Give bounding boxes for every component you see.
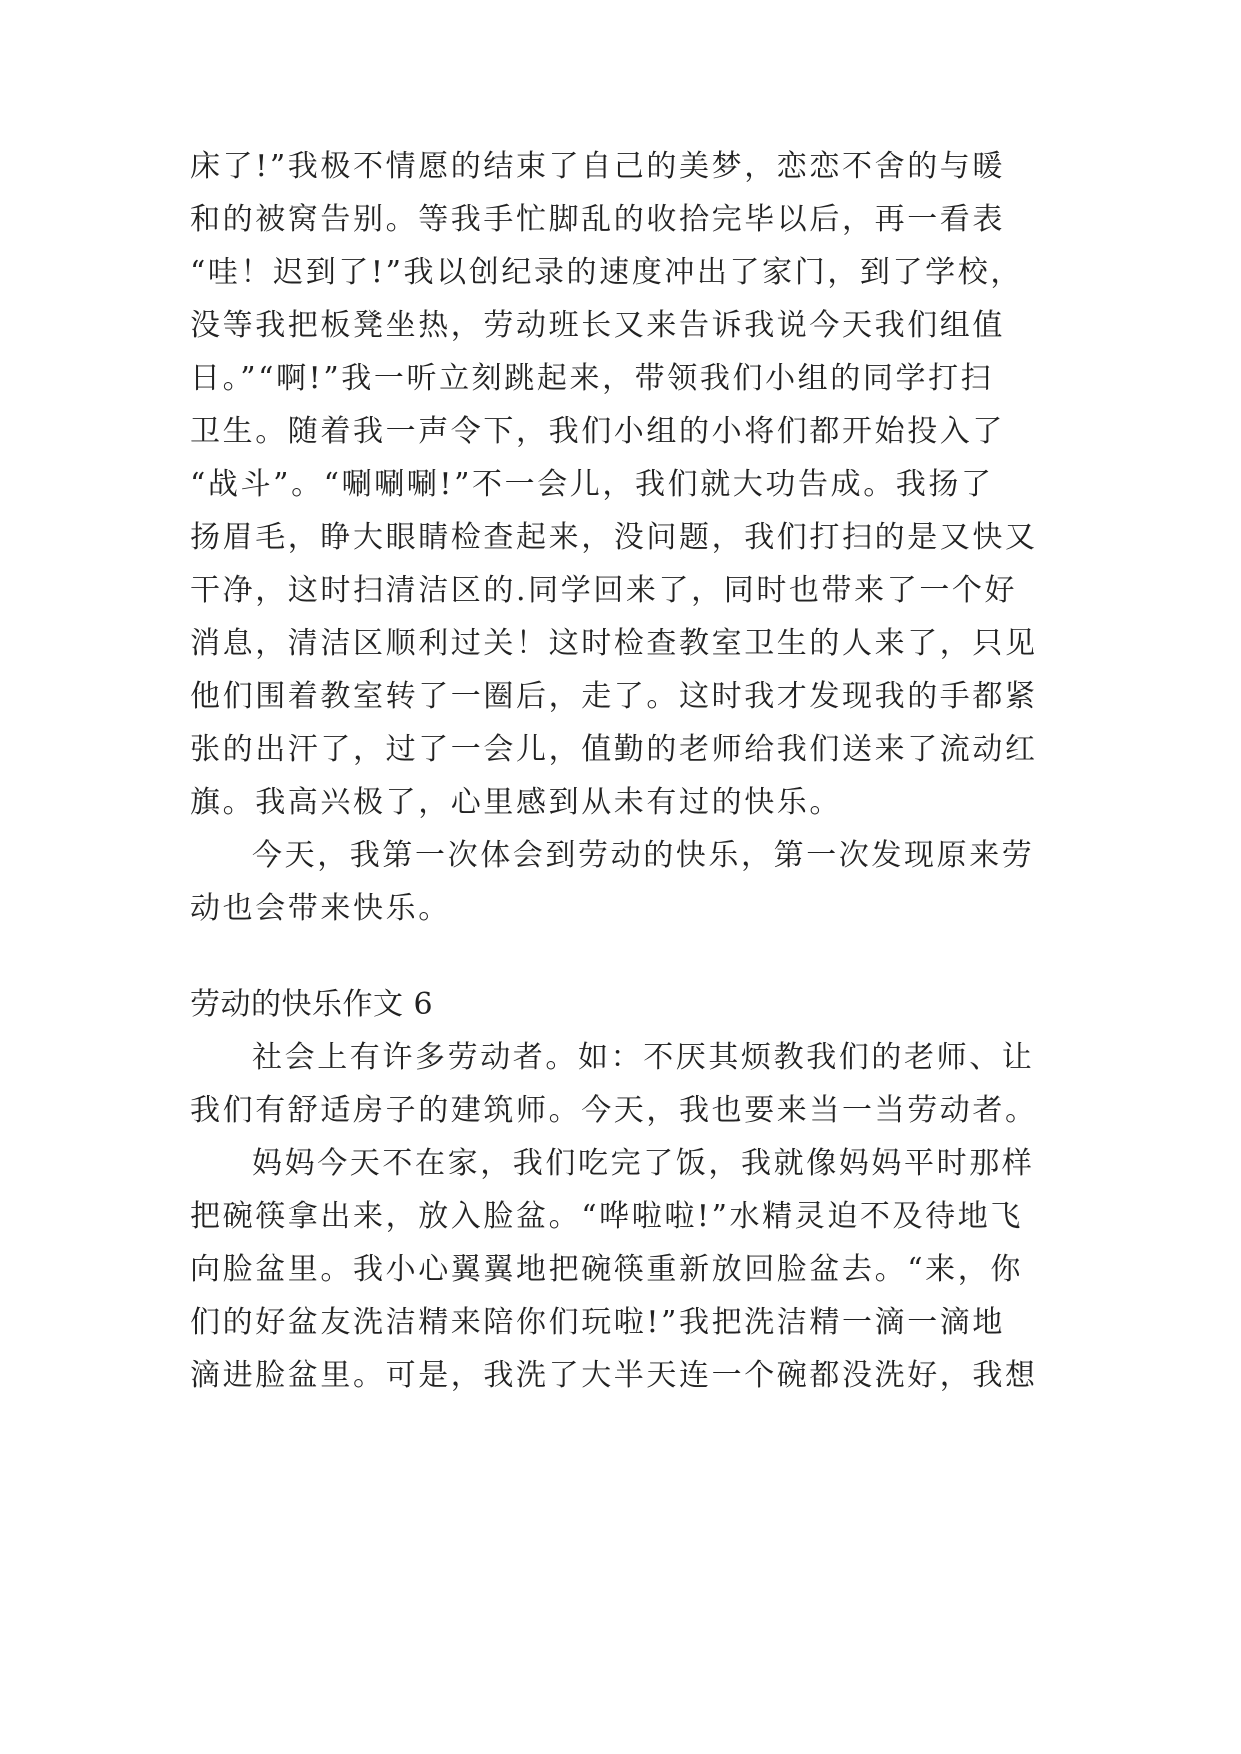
text-line: 床了!”我极不情愿的结束了自己的美梦，恋恋不舍的与暖 [190, 149, 1005, 184]
text-line: 消息，清洁区顺利过关！这时检查教室卫生的人来了，只见 [190, 626, 1038, 661]
text-line: 把碗筷拿出来，放入脸盆。“哗啦啦!”水精灵迫不及待地飞 [190, 1199, 1023, 1234]
text-line: 我们有舒适房子的建筑师。今天，我也要来当一当劳动者。 [190, 1093, 1038, 1128]
paragraph-first-line: 社会上有许多劳动者。如：不厌其烦教我们的老师、让 [252, 1040, 1035, 1075]
text-line: 日。”“啊!”我一听立刻跳起来，带领我们小组的同学打扫 [190, 361, 994, 396]
text-line: 动也会带来快乐。 [190, 891, 451, 926]
section-heading: 劳动的快乐作文 6 [190, 987, 434, 1022]
text-line: “哇！迟到了!”我以创纪录的速度冲出了家门，到了学校， [190, 255, 1023, 290]
text-line: 卫生。随着我一声令下，我们小组的小将们都开始投入了 [190, 414, 1005, 449]
text-line: 干净，这时扫清洁区的.同学回来了，同时也带来了一个好 [190, 573, 1018, 608]
text-line: 向脸盆里。我小心翼翼地把碗筷重新放回脸盆去。“来，你 [190, 1252, 1023, 1287]
text-line: 张的出汗了，过了一会儿，值勤的老师给我们送来了流动红 [190, 732, 1038, 767]
text-line: 他们围着教室转了一圈后，走了。这时我才发现我的手都紧 [190, 679, 1038, 714]
paragraph-first-line: 妈妈今天不在家，我们吃完了饭，我就像妈妈平时那样 [252, 1146, 1035, 1181]
text-line: 和的被窝告别。等我手忙脚乱的收拾完毕以后，再一看表 [190, 202, 1005, 237]
text-line: 旗。我高兴极了，心里感到从未有过的快乐。 [190, 785, 842, 820]
text-line: 没等我把板凳坐热，劳动班长又来告诉我说今天我们组值 [190, 308, 1005, 343]
text-line: “战斗”。“唰唰唰!”不一会儿，我们就大功告成。我扬了 [190, 467, 994, 502]
text-line: 滴进脸盆里。可是，我洗了大半天连一个碗都没洗好，我想 [190, 1358, 1038, 1393]
paragraph-first-line: 今天，我第一次体会到劳动的快乐，第一次发现原来劳 [252, 838, 1035, 873]
text-line: 们的好盆友洗洁精来陪你们玩啦!”我把洗洁精一滴一滴地 [190, 1305, 1005, 1340]
text-line: 扬眉毛，睁大眼睛检查起来，没问题，我们打扫的是又快又 [190, 520, 1038, 555]
